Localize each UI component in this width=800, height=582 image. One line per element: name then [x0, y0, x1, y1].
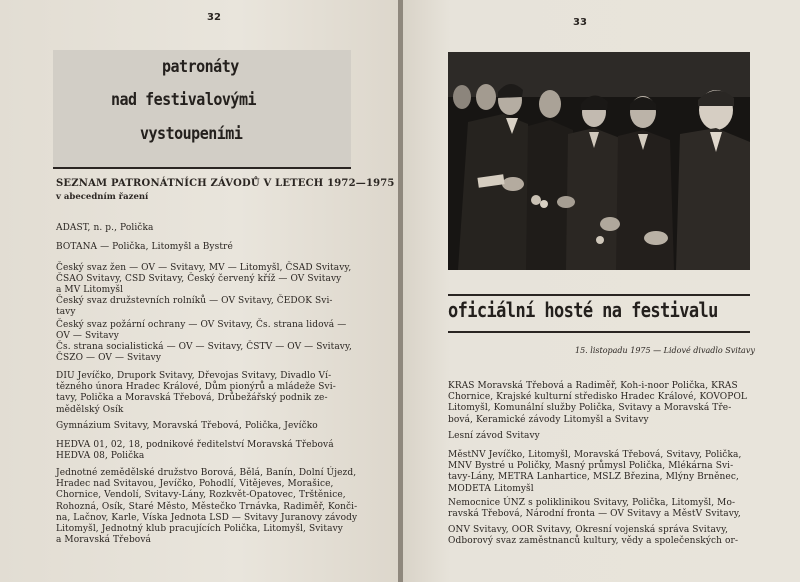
entry-botana	[56, 242, 233, 253]
entry-line: MNV Bystré u Poličky, Masný průmysl Polička, Mlékárna Svi-	[448, 461, 734, 472]
entry-lesni-zavod	[448, 431, 540, 442]
entry-line: Nemocnice ÚNZ s poliklinikou Svitavy, Polička, Litomyšl, Mo-	[448, 498, 736, 508]
entry-line: Lesní závod Svitavy	[448, 431, 540, 441]
entry-line: mědělský Osík	[56, 404, 124, 415]
entry-line: tězného února Hradec Králové, Dům pionýrů a mládeže Svi-	[56, 382, 336, 393]
entry-line: a MV Litomyšl	[56, 285, 124, 296]
photo-image	[448, 52, 750, 270]
entry-line: DIU Jevíčko, Drupork Svitavy, Dřevojas Svitavy, Divadlo Ví-	[56, 371, 332, 381]
entry-line: ČSAO Svitavy, CSD Svitavy, Český červený kříž — OV Svitavy	[56, 274, 342, 285]
entry-jzd	[56, 468, 357, 546]
section-title: oficiální hosté na festivalu	[448, 299, 718, 323]
list-heading: SEZNAM PATRONÁTNÍCH ZÁVODŮ V LETECH 1972—1975	[56, 178, 395, 189]
entry-line: Rohozná, Osík, Staré Město, Městečko Trnávka, Radiměř, Konči-	[56, 501, 358, 512]
entry-line: Litomyšl, Komunální služby Polička, Svitavy a Moravská Tře-	[448, 403, 732, 414]
entry-line: ravská Třebová, Národní fronta — OV Svitavy a MěstV Svitavy,	[448, 509, 741, 520]
entry-line: MěstNV Jevíčko, Litomyšl, Moravská Třebová, Svitavy, Polička,	[448, 450, 742, 460]
entry-line: a Moravská Třebová	[56, 535, 151, 546]
list-subheading: v abecedním řazení	[56, 192, 149, 202]
entry-line: Gymnázium Svitavy, Moravská Třebová, Polička, Jevíčko	[56, 421, 318, 431]
entry-line: Český svaz žen — OV — Svitavy, MV — Litomyšl, ČSAD Svitavy,	[56, 263, 352, 273]
entry-line: ADAST, n. p., Polička	[56, 223, 154, 233]
page-number-left: 32	[207, 12, 221, 23]
entry-pozarni-ochrany	[56, 320, 346, 342]
entry-line: ONV Svitavy, OOR Svitavy, Okresní vojenská správa Svitavy,	[448, 525, 729, 535]
entry-line: OV — Svitavy	[56, 331, 119, 342]
entry-line: tavy, Polička a Moravská Třebová, Drůbežářský podnik ze-	[56, 393, 328, 404]
page-number-right: 33	[573, 17, 587, 28]
entry-nemocnice	[448, 498, 741, 520]
entry-line: tavy-Lány, METRA Lanhartice, MSLZ Březina, Mlýny Brněnec,	[448, 472, 739, 483]
entry-line: Čs. strana socialistická — OV — Svitavy, ČSTV — OV — Svitavy,	[56, 342, 352, 352]
entry-line: MODETA Litomyšl	[448, 483, 534, 494]
entry-line: ČSZO — OV — Svitavy	[56, 353, 162, 364]
entry-line: Český svaz požární ochrany — OV Svitavy, Čs. strana lidová —	[56, 320, 347, 330]
entry-hedva	[56, 440, 334, 462]
entry-line: KRAS Moravská Třebová a Radiměř, Koh-i-noor Polička, KRAS	[448, 381, 738, 391]
title-line-2: nad festivalovými	[111, 89, 257, 110]
entry-diu	[56, 371, 336, 416]
entry-line: Český svaz družstevních rolníků — OV Svitavy, ČEDOK Svi-	[56, 296, 333, 306]
entry-strana-socialisticka	[56, 342, 352, 364]
entry-cesky-svaz-zen	[56, 263, 351, 297]
entry-line: Litomyšl, Jednotný klub pracujících Polička, Litomyšl, Svitavy	[56, 524, 343, 535]
entry-onv	[448, 525, 738, 547]
entry-mestnv	[448, 450, 741, 495]
heading-rule	[53, 167, 351, 169]
title-line-3: vystoupeními	[140, 123, 243, 144]
entry-line: Jednotné zemědělské družstvo Borová, Bělá, Banín, Dolní Újezd,	[56, 468, 357, 478]
entry-line: Hradec nad Svitavou, Jevíčko, Pohodlí, Vitějeves, Morašice,	[56, 479, 334, 490]
entry-line: HEDVA 01, 02, 18, podnikové ředitelství Moravská Třebová	[56, 440, 334, 450]
title-line-1: patronáty	[162, 56, 239, 77]
entry-adast	[56, 223, 153, 234]
entry-line: Chornice, Krajské kulturní středisko Hradec Králové, KOVOPOL	[448, 392, 748, 403]
entry-gymnazium	[56, 421, 318, 432]
entry-line: Odborový svaz zaměstnanců kultury, vědy a společenských or-	[448, 536, 739, 547]
entry-line: BOTANA — Polička, Litomyšl a Bystré	[56, 242, 233, 252]
title-rule-top	[448, 294, 750, 296]
entry-line: bová, Keramické závody Litomyšl a Svitavy	[448, 414, 649, 425]
entry-line: tavy	[56, 307, 76, 318]
entry-kras	[448, 381, 747, 426]
photo-caption: 15. listopadu 1975 — Lidové divadlo Svitavy	[575, 346, 755, 355]
entry-line: HEDVA 08, Polička	[56, 451, 145, 462]
entry-druzstevnich-rolniku	[56, 296, 333, 318]
title-rule-bottom	[448, 331, 750, 333]
entry-line: Chornice, Vendolí, Svitavy-Lány, Rozkvět-Opatovec, Trštěnice,	[56, 490, 346, 501]
entry-line: na, Lačnov, Karle, Víska Jednota LSD — Svitavy Juranovy závody	[56, 512, 358, 523]
audience-photo	[448, 52, 750, 270]
